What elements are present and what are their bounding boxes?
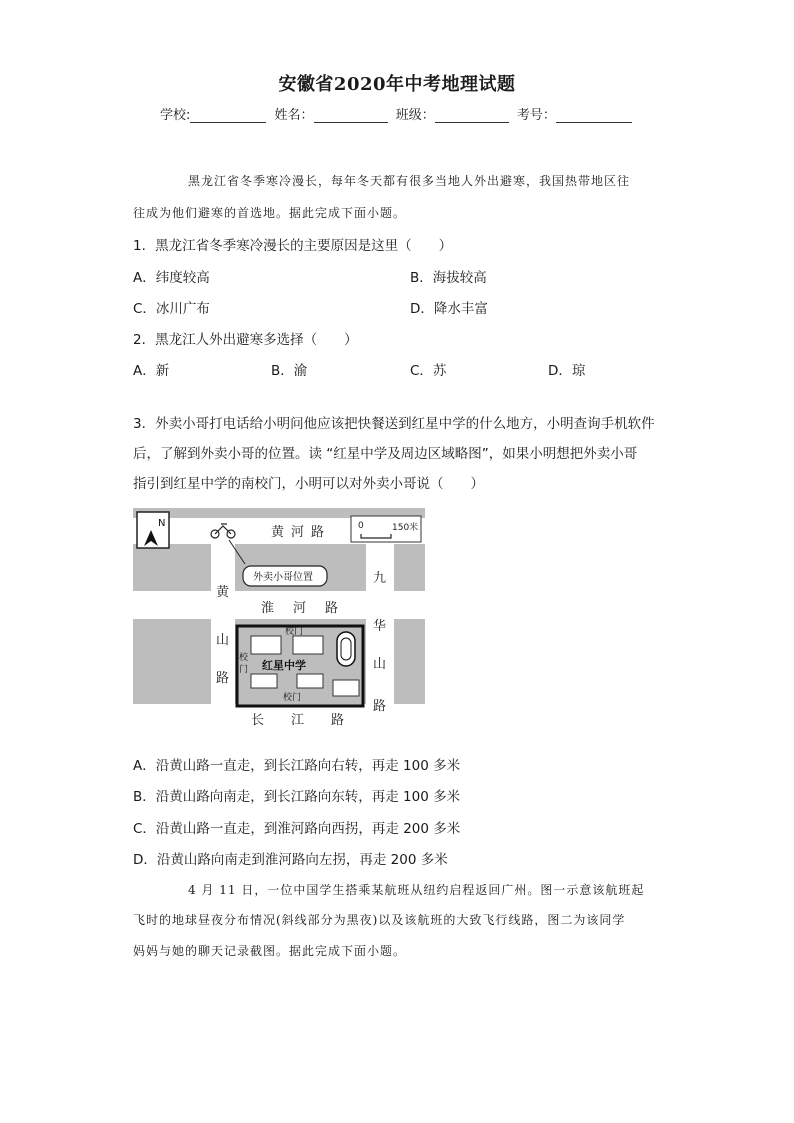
passage2-line1: 4 月 11 日，一位中国学生搭乘某航班从纽约启程返回广州。图一示意该航班起: [188, 883, 645, 897]
q2-option-a[interactable]: A．新: [133, 363, 170, 379]
jiuhuashan-char4: 路: [373, 699, 387, 714]
name-blank: [314, 108, 388, 123]
changjiang-char2: 江: [291, 713, 305, 728]
student-info-line: [160, 104, 636, 123]
page-title: 安徽省2020年中考地理试题: [278, 74, 516, 95]
scale-label: 150米: [392, 523, 419, 533]
huanghe-char1: 黄: [271, 525, 285, 540]
passage2-line2: 飞时的地球昼夜分布情况(斜线部分为黑夜)以及该航班的大致飞行线路，图二为该同学: [133, 913, 626, 927]
building-4: [297, 674, 323, 688]
building-1: [251, 636, 281, 654]
passage2-line3: 妈妈与她的聊天记录截图。据此完成下面小题。: [133, 944, 407, 958]
huangshan-char2: 山: [216, 633, 230, 648]
q1-option-a[interactable]: A．纬度较高: [133, 270, 210, 286]
changjiang-char3: 路: [331, 713, 345, 728]
q3-option-b[interactable]: B．沿黄山路向南走，到长江路向东转，再走 100 多米: [133, 789, 461, 805]
north-gate-label: 校门: [285, 627, 304, 637]
huaihe-char2: 河: [293, 601, 307, 616]
huangshan-char3: 路: [216, 671, 230, 686]
passage1-line2: 往成为他们避寒的首选地。据此完成下面小题。: [133, 206, 407, 220]
changjiang-char1: 长: [251, 713, 265, 728]
q1-option-b[interactable]: B．海拔较高: [410, 270, 487, 286]
q1-option-c[interactable]: C．冰川广布: [133, 301, 210, 317]
school-name: 红星中学: [262, 659, 306, 672]
q3-option-c[interactable]: C．沿黄山路一直走，到淮河路向西拐，再走 200 多米: [133, 821, 461, 837]
q1-stem: 1．黑龙江省冬季寒冷漫长的主要原因是这里（ ）: [133, 238, 453, 254]
scale-zero: 0: [358, 521, 364, 531]
class-label: 班级：: [395, 108, 435, 123]
q2-option-b[interactable]: B．渝: [271, 363, 308, 379]
west-gate-char1: 校: [239, 653, 249, 663]
school-blank: [190, 108, 266, 123]
q3-stem-line2: 后，了解到外卖小哥的位置。读 “红星中学及周边区域略图”，如果小明想把外卖小哥: [133, 446, 638, 462]
q3-option-d[interactable]: D．沿黄山路向南走到淮河路向左拐，再走 200 多米: [133, 852, 448, 868]
exam-no-label: 考号：: [516, 108, 556, 123]
north-label: N: [158, 518, 166, 529]
q3-option-a[interactable]: A．沿黄山路一直走，到长江路向右转，再走 100 多米: [133, 758, 461, 774]
building-2: [293, 636, 323, 654]
courier-label: 外卖小哥位置: [253, 572, 313, 583]
south-gate-label: 校门: [283, 693, 302, 703]
q1-option-d[interactable]: D．降水丰富: [410, 301, 488, 317]
jiuhuashan-char1: 九: [373, 571, 387, 586]
passage1-line1: 黑龙江省冬季寒冷漫长，每年冬天都有很多当地人外出避寒，我国热带地区往: [188, 174, 631, 188]
building-5: [333, 680, 359, 696]
q2-option-c[interactable]: C．苏: [410, 363, 447, 379]
huanghe-char2: 河: [291, 525, 305, 540]
west-gate-char2: 门: [239, 665, 249, 675]
huangshan-road: [211, 518, 235, 736]
exam-no-blank: [556, 108, 632, 123]
building-3: [251, 674, 277, 688]
jiuhuashan-char2: 华: [373, 619, 387, 634]
q2-stem: 2．黑龙江人外出避寒多选择（ ）: [133, 332, 358, 348]
huangshan-char1: 黄: [216, 585, 230, 600]
huanghe-char3: 路: [311, 525, 325, 540]
huaihe-char3: 路: [325, 601, 339, 616]
running-track: [337, 632, 355, 666]
q3-stem-line3: 指引到红星中学的南校门，小明可以对外卖小哥说（ ）: [133, 476, 484, 492]
q3-stem-line1: 3．外卖小哥打电话给小明问他应该把快餐送到红星中学的什么地方，小明查询手机软件: [133, 416, 655, 432]
area-map: [133, 508, 425, 736]
school-label: 学校:: [160, 108, 191, 123]
huaihe-char1: 淮: [261, 601, 275, 616]
name-label: 姓名：: [274, 108, 314, 123]
jiuhuashan-char3: 山: [373, 657, 387, 672]
q2-option-d[interactable]: D．琼: [548, 363, 586, 379]
class-blank: [435, 108, 509, 123]
